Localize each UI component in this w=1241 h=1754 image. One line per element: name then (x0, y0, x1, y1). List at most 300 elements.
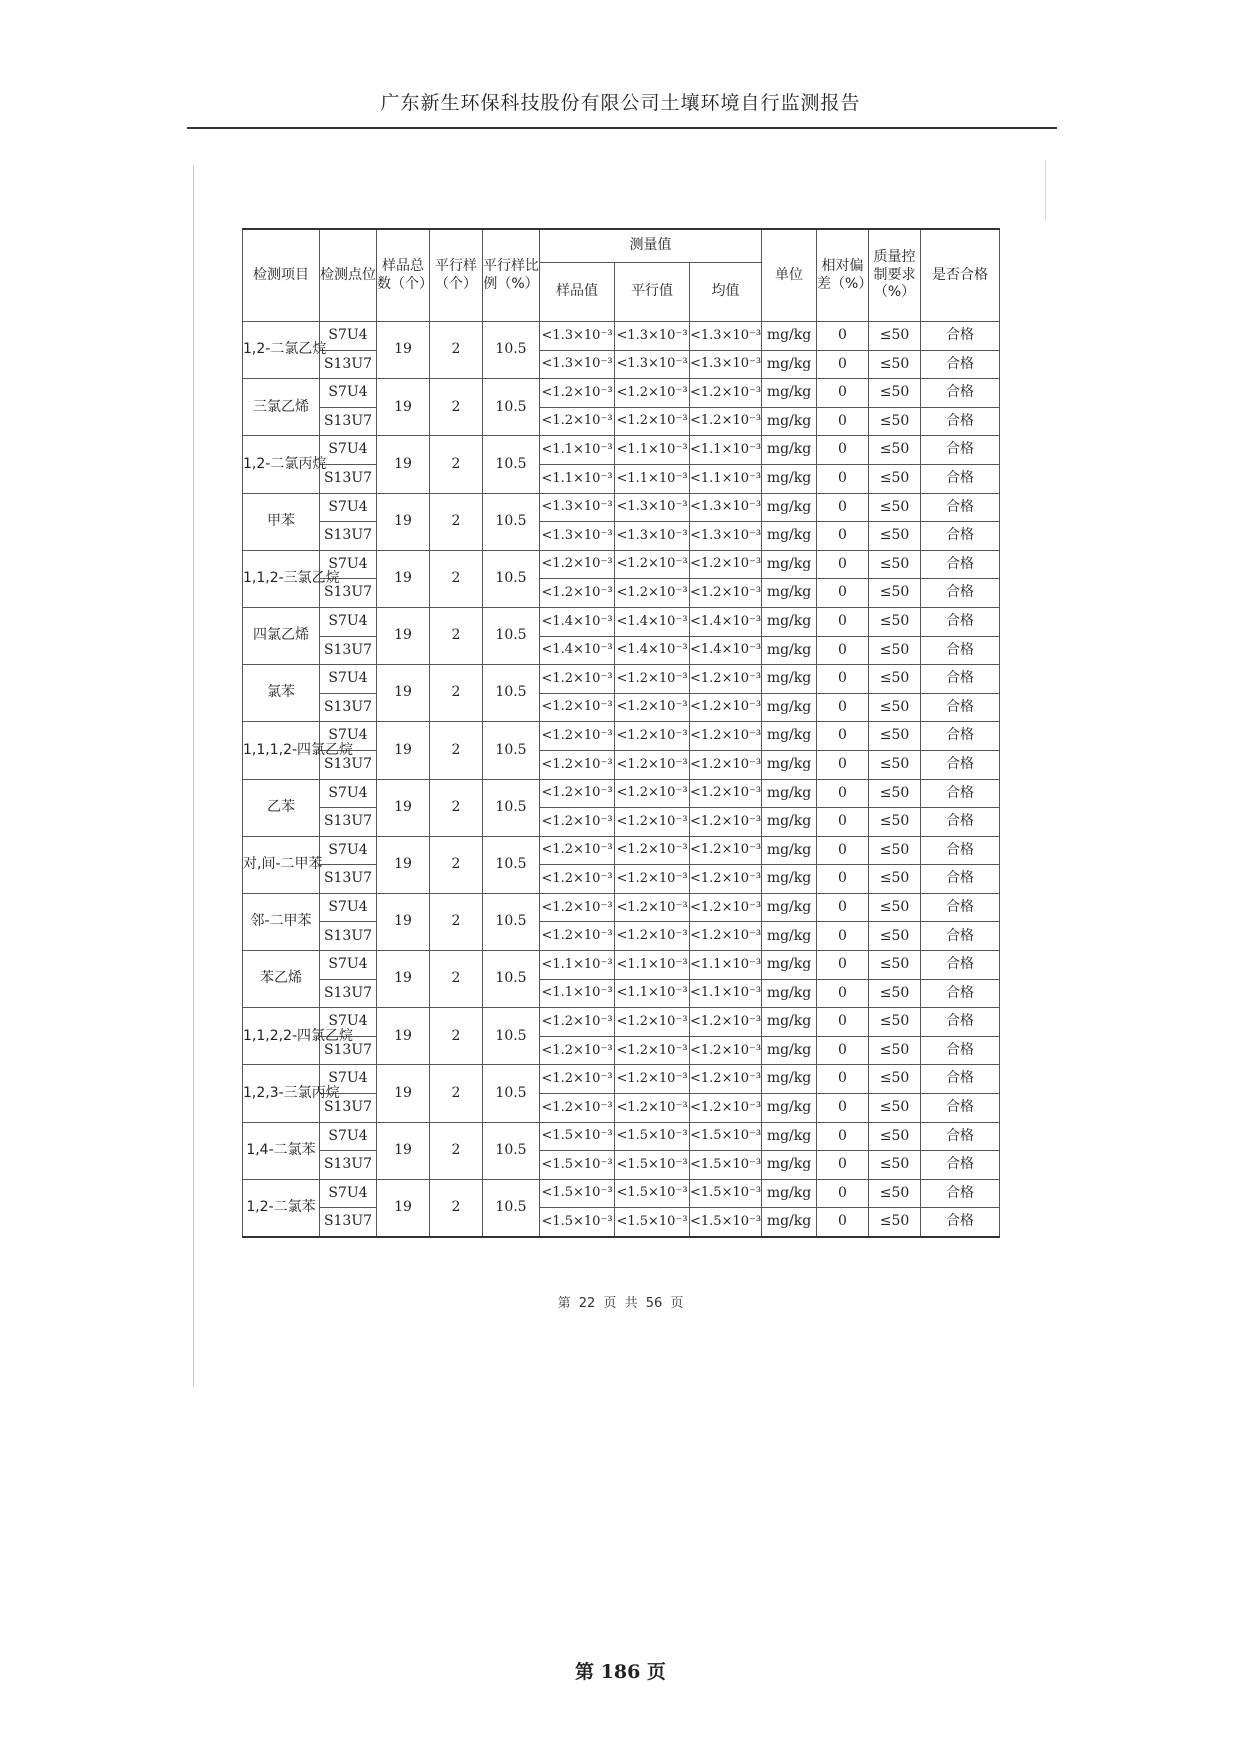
cell-item: 邻-二甲苯 (243, 893, 320, 950)
cell-qc-requirement: ≤50 (869, 1094, 921, 1123)
cell-deviation: 0 (817, 1094, 869, 1123)
cell-mean: <1.2×10⁻³ (690, 407, 762, 436)
cell-parallel-count: 2 (430, 550, 483, 607)
cell-qc-requirement: ≤50 (869, 1151, 921, 1180)
cell-sample-value: <1.2×10⁻³ (540, 865, 615, 894)
cell-parallel-value: <1.2×10⁻³ (615, 722, 690, 751)
table-row (243, 693, 1000, 722)
cell-mean: <1.5×10⁻³ (690, 1151, 762, 1180)
cell-sample-value: <1.2×10⁻³ (540, 722, 615, 751)
table-row (243, 350, 1000, 379)
table-row (243, 407, 1000, 436)
cell-parallel-ratio: 10.5 (483, 722, 540, 779)
cell-point: S7U4 (320, 1008, 377, 1037)
cell-item: 四氯乙烯 (243, 607, 320, 664)
cell-parallel-value: <1.2×10⁻³ (615, 1036, 690, 1065)
cell-parallel-value: <1.2×10⁻³ (615, 1065, 690, 1094)
cell-total: 19 (377, 665, 430, 722)
cell-pass: 合格 (921, 1151, 1000, 1180)
cell-deviation: 0 (817, 779, 869, 808)
cell-mean: <1.2×10⁻³ (690, 893, 762, 922)
cell-qc-requirement: ≤50 (869, 693, 921, 722)
cell-parallel-value: <1.1×10⁻³ (615, 464, 690, 493)
header-point: 检测点位 (320, 229, 377, 322)
cell-mean: <1.2×10⁻³ (690, 1094, 762, 1123)
cell-parallel-ratio: 10.5 (483, 436, 540, 493)
table-row (243, 951, 1000, 980)
cell-deviation: 0 (817, 636, 869, 665)
cell-sample-value: <1.2×10⁻³ (540, 1036, 615, 1065)
header-sample-value: 样品值 (540, 263, 615, 322)
cell-deviation: 0 (817, 808, 869, 837)
cell-parallel-value: <1.4×10⁻³ (615, 636, 690, 665)
header-item: 检测项目 (243, 229, 320, 322)
cell-parallel-value: <1.2×10⁻³ (615, 1094, 690, 1123)
cell-qc-requirement: ≤50 (869, 636, 921, 665)
cell-sample-value: <1.2×10⁻³ (540, 808, 615, 837)
cell-qc-requirement: ≤50 (869, 436, 921, 465)
cell-point: S7U4 (320, 1179, 377, 1208)
cell-point: S13U7 (320, 1036, 377, 1065)
cell-total: 19 (377, 1179, 430, 1237)
cell-unit: mg/kg (762, 1122, 817, 1151)
cell-parallel-count: 2 (430, 1065, 483, 1122)
cell-parallel-ratio: 10.5 (483, 1122, 540, 1179)
cell-pass: 合格 (921, 493, 1000, 522)
table-row (243, 893, 1000, 922)
header-qc-requirement: 质量控制要求（%） (869, 229, 921, 322)
scan-edge-line (1045, 160, 1046, 220)
table-row (243, 464, 1000, 493)
page-number: 第 186 页 (575, 1661, 666, 1683)
cell-point: S13U7 (320, 350, 377, 379)
cell-qc-requirement: ≤50 (869, 407, 921, 436)
cell-sample-value: <1.1×10⁻³ (540, 436, 615, 465)
cell-deviation: 0 (817, 1151, 869, 1180)
cell-point: S13U7 (320, 693, 377, 722)
cell-pass: 合格 (921, 1179, 1000, 1208)
scan-edge-line (193, 165, 194, 1387)
cell-pass: 合格 (921, 1036, 1000, 1065)
cell-parallel-value: <1.5×10⁻³ (615, 1179, 690, 1208)
cell-deviation: 0 (817, 522, 869, 551)
cell-mean: <1.2×10⁻³ (690, 865, 762, 894)
cell-unit: mg/kg (762, 1179, 817, 1208)
header-measured: 测量值 (540, 229, 762, 263)
cell-parallel-count: 2 (430, 893, 483, 950)
cell-qc-requirement: ≤50 (869, 1208, 921, 1237)
cell-parallel-value: <1.2×10⁻³ (615, 407, 690, 436)
cell-item: 对,间-二甲苯 (243, 836, 320, 893)
cell-mean: <1.2×10⁻³ (690, 1065, 762, 1094)
cell-parallel-ratio: 10.5 (483, 1065, 540, 1122)
table-row (243, 665, 1000, 694)
cell-parallel-value: <1.2×10⁻³ (615, 893, 690, 922)
cell-unit: mg/kg (762, 779, 817, 808)
cell-qc-requirement: ≤50 (869, 1179, 921, 1208)
cell-pass: 合格 (921, 636, 1000, 665)
cell-deviation: 0 (817, 693, 869, 722)
report-title: 广东新生环保科技股份有限公司土壤环境自行监测报告 (380, 92, 861, 114)
cell-parallel-value: <1.2×10⁻³ (615, 579, 690, 608)
cell-point: S7U4 (320, 1065, 377, 1094)
cell-qc-requirement: ≤50 (869, 493, 921, 522)
cell-unit: mg/kg (762, 493, 817, 522)
cell-total: 19 (377, 722, 430, 779)
cell-total: 19 (377, 779, 430, 836)
cell-qc-requirement: ≤50 (869, 836, 921, 865)
cell-qc-requirement: ≤50 (869, 464, 921, 493)
cell-qc-requirement: ≤50 (869, 350, 921, 379)
cell-mean: <1.2×10⁻³ (690, 750, 762, 779)
cell-point: S7U4 (320, 493, 377, 522)
cell-mean: <1.2×10⁻³ (690, 579, 762, 608)
cell-point: S7U4 (320, 951, 377, 980)
cell-qc-requirement: ≤50 (869, 808, 921, 837)
cell-parallel-count: 2 (430, 493, 483, 550)
cell-pass: 合格 (921, 1094, 1000, 1123)
cell-qc-requirement: ≤50 (869, 722, 921, 751)
cell-sample-value: <1.2×10⁻³ (540, 693, 615, 722)
cell-unit: mg/kg (762, 464, 817, 493)
cell-unit: mg/kg (762, 808, 817, 837)
cell-parallel-value: <1.1×10⁻³ (615, 979, 690, 1008)
cell-mean: <1.2×10⁻³ (690, 693, 762, 722)
cell-mean: <1.4×10⁻³ (690, 607, 762, 636)
cell-deviation: 0 (817, 579, 869, 608)
cell-point: S13U7 (320, 579, 377, 608)
header-deviation: 相对偏差（%） (817, 229, 869, 322)
cell-qc-requirement: ≤50 (869, 779, 921, 808)
cell-sample-value: <1.1×10⁻³ (540, 979, 615, 1008)
cell-total: 19 (377, 436, 430, 493)
cell-mean: <1.2×10⁻³ (690, 779, 762, 808)
cell-unit: mg/kg (762, 607, 817, 636)
cell-total: 19 (377, 836, 430, 893)
cell-pass: 合格 (921, 522, 1000, 551)
cell-deviation: 0 (817, 865, 869, 894)
cell-parallel-count: 2 (430, 1122, 483, 1179)
cell-parallel-ratio: 10.5 (483, 322, 540, 379)
cell-parallel-count: 2 (430, 951, 483, 1008)
cell-item: 1,4-二氯苯 (243, 1122, 320, 1179)
table-row (243, 922, 1000, 951)
cell-pass: 合格 (921, 350, 1000, 379)
cell-mean: <1.3×10⁻³ (690, 322, 762, 351)
table-row (243, 722, 1000, 751)
cell-unit: mg/kg (762, 865, 817, 894)
cell-parallel-value: <1.3×10⁻³ (615, 493, 690, 522)
cell-unit: mg/kg (762, 979, 817, 1008)
cell-point: S13U7 (320, 922, 377, 951)
cell-pass: 合格 (921, 550, 1000, 579)
cell-point: S7U4 (320, 836, 377, 865)
cell-deviation: 0 (817, 1065, 869, 1094)
cell-pass: 合格 (921, 665, 1000, 694)
cell-mean: <1.2×10⁻³ (690, 1008, 762, 1037)
cell-item: 1,1,2,2-四氯乙烷 (243, 1008, 320, 1065)
cell-deviation: 0 (817, 350, 869, 379)
cell-pass: 合格 (921, 779, 1000, 808)
cell-parallel-count: 2 (430, 607, 483, 664)
cell-total: 19 (377, 550, 430, 607)
cell-parallel-value: <1.2×10⁻³ (615, 1008, 690, 1037)
cell-mean: <1.2×10⁻³ (690, 665, 762, 694)
cell-mean: <1.1×10⁻³ (690, 464, 762, 493)
cell-item: 1,1,2-三氯乙烷 (243, 550, 320, 607)
cell-parallel-value: <1.5×10⁻³ (615, 1208, 690, 1237)
cell-sample-value: <1.1×10⁻³ (540, 951, 615, 980)
cell-sample-value: <1.2×10⁻³ (540, 1008, 615, 1037)
table-row (243, 550, 1000, 579)
cell-sample-value: <1.2×10⁻³ (540, 1094, 615, 1123)
cell-unit: mg/kg (762, 436, 817, 465)
cell-parallel-value: <1.2×10⁻³ (615, 836, 690, 865)
cell-total: 19 (377, 951, 430, 1008)
header-unit: 单位 (762, 229, 817, 322)
cell-parallel-ratio: 10.5 (483, 1179, 540, 1237)
cell-pass: 合格 (921, 922, 1000, 951)
cell-item: 1,2-二氯乙烷 (243, 322, 320, 379)
cell-deviation: 0 (817, 1036, 869, 1065)
cell-sample-value: <1.2×10⁻³ (540, 1065, 615, 1094)
cell-unit: mg/kg (762, 1065, 817, 1094)
cell-parallel-value: <1.2×10⁻³ (615, 665, 690, 694)
cell-deviation: 0 (817, 1208, 869, 1237)
table-body (243, 322, 1000, 1238)
cell-total: 19 (377, 493, 430, 550)
cell-parallel-count: 2 (430, 836, 483, 893)
cell-parallel-value: <1.2×10⁻³ (615, 865, 690, 894)
cell-point: S7U4 (320, 722, 377, 751)
cell-parallel-count: 2 (430, 665, 483, 722)
cell-unit: mg/kg (762, 693, 817, 722)
cell-unit: mg/kg (762, 893, 817, 922)
cell-parallel-value: <1.3×10⁻³ (615, 322, 690, 351)
cell-mean: <1.2×10⁻³ (690, 1036, 762, 1065)
cell-pass: 合格 (921, 322, 1000, 351)
cell-deviation: 0 (817, 1122, 869, 1151)
cell-parallel-ratio: 10.5 (483, 550, 540, 607)
cell-mean: <1.3×10⁻³ (690, 350, 762, 379)
cell-parallel-count: 2 (430, 779, 483, 836)
cell-parallel-value: <1.3×10⁻³ (615, 350, 690, 379)
cell-mean: <1.2×10⁻³ (690, 808, 762, 837)
cell-deviation: 0 (817, 722, 869, 751)
cell-deviation: 0 (817, 436, 869, 465)
cell-sample-value: <1.2×10⁻³ (540, 922, 615, 951)
cell-unit: mg/kg (762, 636, 817, 665)
cell-mean: <1.1×10⁻³ (690, 951, 762, 980)
header-pass: 是否合格 (921, 229, 1000, 322)
cell-unit: mg/kg (762, 407, 817, 436)
cell-pass: 合格 (921, 1208, 1000, 1237)
table-row (243, 322, 1000, 351)
cell-sample-value: <1.3×10⁻³ (540, 322, 615, 351)
cell-point: S7U4 (320, 379, 377, 408)
cell-sample-value: <1.3×10⁻³ (540, 522, 615, 551)
inner-page-footer: 第 22 页 共 56 页 (557, 1296, 684, 1311)
cell-unit: mg/kg (762, 750, 817, 779)
cell-point: S13U7 (320, 407, 377, 436)
cell-sample-value: <1.4×10⁻³ (540, 607, 615, 636)
table-row (243, 1151, 1000, 1180)
cell-point: S7U4 (320, 322, 377, 351)
cell-pass: 合格 (921, 1008, 1000, 1037)
cell-qc-requirement: ≤50 (869, 922, 921, 951)
cell-parallel-value: <1.5×10⁻³ (615, 1122, 690, 1151)
cell-parallel-value: <1.2×10⁻³ (615, 808, 690, 837)
cell-sample-value: <1.2×10⁻³ (540, 579, 615, 608)
cell-parallel-ratio: 10.5 (483, 493, 540, 550)
cell-unit: mg/kg (762, 836, 817, 865)
header-parallel-count: 平行样（个） (430, 229, 483, 322)
cell-point: S13U7 (320, 979, 377, 1008)
cell-sample-value: <1.2×10⁻³ (540, 550, 615, 579)
cell-point: S13U7 (320, 865, 377, 894)
cell-pass: 合格 (921, 464, 1000, 493)
cell-unit: mg/kg (762, 579, 817, 608)
cell-deviation: 0 (817, 951, 869, 980)
cell-deviation: 0 (817, 922, 869, 951)
cell-item: 1,1,1,2-四氯乙烷 (243, 722, 320, 779)
header-parallel-ratio: 平行样比例（%） (483, 229, 540, 322)
table-row (243, 808, 1000, 837)
cell-pass: 合格 (921, 750, 1000, 779)
header-total: 样品总数（个） (377, 229, 430, 322)
table-row (243, 836, 1000, 865)
cell-mean: <1.2×10⁻³ (690, 722, 762, 751)
cell-mean: <1.2×10⁻³ (690, 922, 762, 951)
cell-pass: 合格 (921, 607, 1000, 636)
cell-unit: mg/kg (762, 1036, 817, 1065)
table-row (243, 1036, 1000, 1065)
cell-parallel-value: <1.3×10⁻³ (615, 522, 690, 551)
cell-deviation: 0 (817, 550, 869, 579)
cell-sample-value: <1.4×10⁻³ (540, 636, 615, 665)
cell-deviation: 0 (817, 893, 869, 922)
cell-sample-value: <1.2×10⁻³ (540, 665, 615, 694)
table-row (243, 379, 1000, 408)
cell-qc-requirement: ≤50 (869, 979, 921, 1008)
qc-results-table (242, 228, 1000, 1238)
cell-qc-requirement: ≤50 (869, 893, 921, 922)
cell-total: 19 (377, 1008, 430, 1065)
cell-parallel-ratio: 10.5 (483, 607, 540, 664)
cell-total: 19 (377, 1065, 430, 1122)
cell-parallel-value: <1.2×10⁻³ (615, 922, 690, 951)
cell-mean: <1.5×10⁻³ (690, 1179, 762, 1208)
cell-qc-requirement: ≤50 (869, 1036, 921, 1065)
cell-parallel-ratio: 10.5 (483, 893, 540, 950)
cell-qc-requirement: ≤50 (869, 322, 921, 351)
cell-sample-value: <1.3×10⁻³ (540, 350, 615, 379)
cell-mean: <1.2×10⁻³ (690, 379, 762, 408)
cell-deviation: 0 (817, 750, 869, 779)
cell-parallel-ratio: 10.5 (483, 779, 540, 836)
table-row (243, 1179, 1000, 1208)
cell-parallel-value: <1.2×10⁻³ (615, 750, 690, 779)
cell-parallel-count: 2 (430, 1008, 483, 1065)
table-row (243, 1208, 1000, 1237)
cell-parallel-value: <1.1×10⁻³ (615, 436, 690, 465)
cell-qc-requirement: ≤50 (869, 865, 921, 894)
cell-unit: mg/kg (762, 379, 817, 408)
cell-point: S13U7 (320, 636, 377, 665)
cell-parallel-value: <1.4×10⁻³ (615, 607, 690, 636)
cell-qc-requirement: ≤50 (869, 951, 921, 980)
table-row (243, 979, 1000, 1008)
cell-sample-value: <1.2×10⁻³ (540, 779, 615, 808)
cell-total: 19 (377, 893, 430, 950)
cell-parallel-count: 2 (430, 436, 483, 493)
cell-item: 苯乙烯 (243, 951, 320, 1008)
cell-mean: <1.1×10⁻³ (690, 436, 762, 465)
cell-deviation: 0 (817, 1179, 869, 1208)
table-row (243, 436, 1000, 465)
cell-mean: <1.2×10⁻³ (690, 550, 762, 579)
cell-unit: mg/kg (762, 1094, 817, 1123)
cell-unit: mg/kg (762, 322, 817, 351)
table-row (243, 636, 1000, 665)
cell-qc-requirement: ≤50 (869, 522, 921, 551)
cell-qc-requirement: ≤50 (869, 1065, 921, 1094)
cell-item: 乙苯 (243, 779, 320, 836)
cell-deviation: 0 (817, 493, 869, 522)
cell-deviation: 0 (817, 665, 869, 694)
cell-unit: mg/kg (762, 922, 817, 951)
cell-parallel-count: 2 (430, 379, 483, 436)
table-row (243, 579, 1000, 608)
cell-sample-value: <1.5×10⁻³ (540, 1208, 615, 1237)
cell-unit: mg/kg (762, 522, 817, 551)
table-row (243, 607, 1000, 636)
cell-point: S7U4 (320, 779, 377, 808)
cell-pass: 合格 (921, 436, 1000, 465)
cell-unit: mg/kg (762, 550, 817, 579)
cell-point: S13U7 (320, 1094, 377, 1123)
table-row (243, 750, 1000, 779)
cell-mean: <1.5×10⁻³ (690, 1122, 762, 1151)
table-row (243, 1065, 1000, 1094)
cell-qc-requirement: ≤50 (869, 665, 921, 694)
cell-deviation: 0 (817, 322, 869, 351)
cell-parallel-value: <1.5×10⁻³ (615, 1151, 690, 1180)
cell-mean: <1.1×10⁻³ (690, 979, 762, 1008)
cell-sample-value: <1.5×10⁻³ (540, 1179, 615, 1208)
cell-parallel-value: <1.2×10⁻³ (615, 379, 690, 408)
cell-total: 19 (377, 1122, 430, 1179)
cell-pass: 合格 (921, 1122, 1000, 1151)
cell-qc-requirement: ≤50 (869, 1122, 921, 1151)
cell-sample-value: <1.1×10⁻³ (540, 464, 615, 493)
cell-parallel-count: 2 (430, 322, 483, 379)
table-header-row (243, 229, 1000, 263)
cell-point: S13U7 (320, 522, 377, 551)
cell-deviation: 0 (817, 1008, 869, 1037)
cell-unit: mg/kg (762, 1208, 817, 1237)
cell-mean: <1.5×10⁻³ (690, 1208, 762, 1237)
cell-point: S13U7 (320, 1208, 377, 1237)
cell-parallel-value: <1.1×10⁻³ (615, 951, 690, 980)
cell-deviation: 0 (817, 407, 869, 436)
cell-pass: 合格 (921, 979, 1000, 1008)
cell-point: S13U7 (320, 750, 377, 779)
cell-unit: mg/kg (762, 1008, 817, 1037)
cell-pass: 合格 (921, 951, 1000, 980)
table-row (243, 1094, 1000, 1123)
cell-item: 1,2-二氯丙烷 (243, 436, 320, 493)
